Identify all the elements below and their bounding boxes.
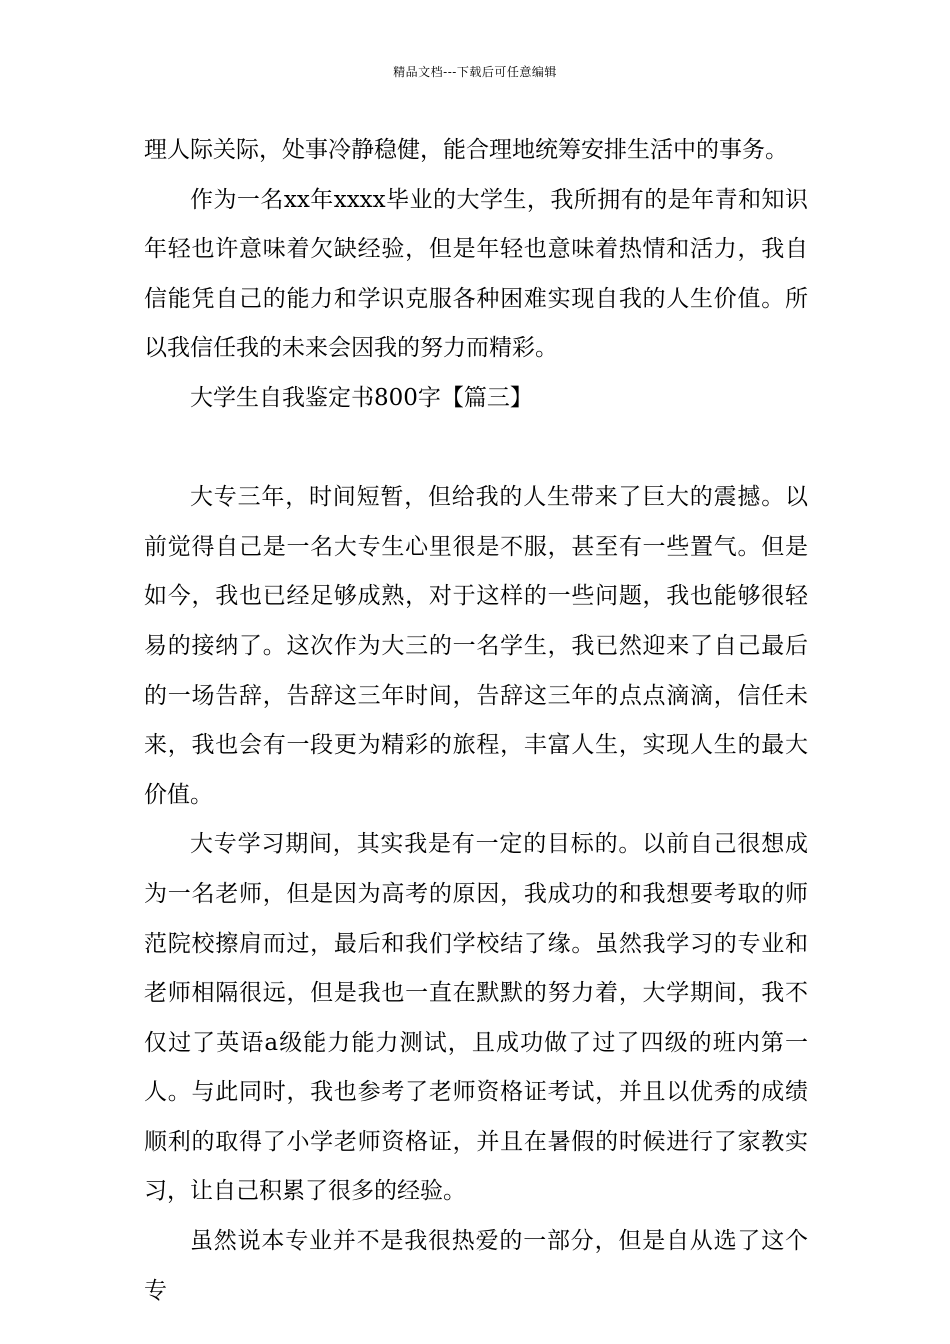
paragraph-major: 虽然说本专业并不是我很热爱的一部分，但是自从选了这个专 (144, 1228, 808, 1304)
section-heading: 大学生自我鉴定书800字【篇三】 (190, 384, 533, 411)
page-header: 精品文档---下载后可任意编辑 (393, 65, 557, 79)
paragraph-study-goals: 大专学习期间，其实我是有一定的目标的。以前自己很想成为一名老师，但是因为高考的原因，我成功的和我想要考取的师范院校擦肩而过，最后和我们学校结了缘。虽然我学习的专业和老师相隔很远，但是我也一直在默默的努力着，大学期间，我不仅过了英语a级能力能力测试，且成功做了过了四级的班内第一人。与此同时，我也参考了老师资格证考试，并且以优秀的成绩顺利的取得了小学老师资格证，并且在暑假的时候进行了家教实习，让自己积累了很多的经验。 (144, 831, 808, 1205)
document-body (144, 126, 808, 1316)
paragraph-continuation: 理人际关际，处事冷静稳健，能合理地统筹安排生活中的事务。 (144, 137, 788, 163)
paragraph-graduate: 作为一名xx年xxxx毕业的大学生，我所拥有的是年青和知识年轻也许意味着欠缺经验，但是年轻也意味着热情和活力，我自信能凭自己的能力和学识克服各种困难实现自我的人生价值。所以我信任我的未来会因我的努力而精彩。 (144, 186, 808, 362)
paragraph-three-years: 大专三年，时间短暂，但给我的人生带来了巨大的震撼。以前觉得自己是一名大专生心里很是不服，甚至有一些置气。但是如今，我也已经足够成熟，对于这样的一些问题，我也能够很轻易的接纳了。这次作为大三的一名学生，我已然迎来了自己最后的一场告辞，告辞这三年时间，告辞这三年的点点滴滴，信任未来，我也会有一段更为精彩的旅程，丰富人生，实现人生的最大价值。 (144, 484, 808, 808)
